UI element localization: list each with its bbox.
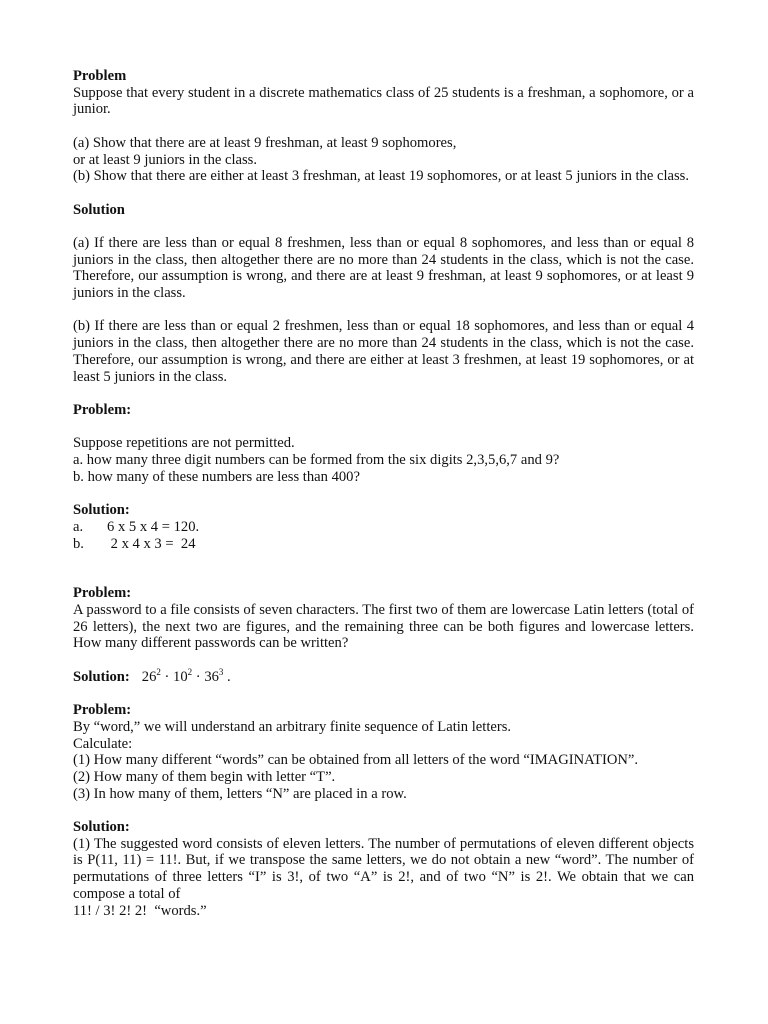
problem-3-statement: A password to a file consists of seven characters. The first two of them are lowercase Latin letters (total of 26 letters), the next two are figures, and the remaining three can be both figures and lowercase letters. How many different passwords can be written? [73,601,694,652]
list-text: 6 x 5 x 4 = 120. [107,518,200,535]
solution-3-line [73,666,694,686]
solution-4-result: 11! / 3! 2! 2! “words.” [73,902,207,919]
formula-exp-1: 2 [156,666,161,677]
solution-2-item-b [73,536,694,553]
solution-1-part-a: (a) If there are less than or equal 8 freshmen, less than or equal 8 sophomores, and less than or equal 8 juniors in the class, then altogether there are no more than 24 students in the class, which is not the case. Therefore, our assumption is wrong, and there are at least 9 freshman, at least 9 sophomores, or at least 9 juniors in the class. [73,234,694,302]
problem-4-question-2: (2) How many of them begin with letter “T”. [73,768,336,785]
problem-4-heading: Problem: [73,702,132,719]
problem-1-part-b: (b) Show that there are either at least 3 freshman, at least 19 sophomores, or at least 5 juniors in the class. [73,168,690,185]
problem-4-line-1: By “word,” we will understand an arbitrary finite sequence of Latin letters. [73,718,512,735]
list-marker: a. [73,518,84,535]
problem-4-question-1: (1) How many different “words” can be obtained from all letters of the word “IMAGINATION”. [73,752,639,769]
solution-4-heading: Solution: [73,819,130,836]
problem-4-question-3: (3) In how many of them, letters “N” are placed in a row. [73,785,407,802]
solution-1-part-b: (b) If there are less than or equal 2 freshmen, less than or equal 18 sophomores, and less than or equal 4 juniors in the class, then altogether there are no more than 24 students in the class, which is not the case. Therefore, our assumption is wrong, and there are either at least 3 freshmen, at least 19 sophomores, or at least 5 juniors in the class. [73,318,694,385]
problem-2-heading: Problem: [73,401,132,418]
problem-1-statement: Suppose that every student in a discrete mathematics class of 25 students is a freshman, a sophomore, or a junior. [73,84,694,118]
document-page [73,68,694,919]
solution-3-heading: Solution: [73,668,130,685]
solution-4-part-1: (1) The suggested word consists of eleven letters. The number of permutations of eleven different objects is P(11, 11) = 11!. But, if we transpose the same letters, we do not obtain a new “word”. The number of permutations of three letters “I” is 3!, of two “A” is 2!, and of two “N” is 2!. We obtain that we can compose a total of [73,835,694,902]
problem-4-line-2: Calculate: [73,735,133,752]
formula-dot: · [192,668,205,685]
problem-2-intro: Suppose repetitions are not permitted. [73,435,295,452]
formula-dot: · [160,668,174,685]
problem-2-question-a: a. how many three digit numbers can be formed from the six digits 2,3,5,6,7 and 9? [73,452,560,469]
formula-base-1: 26 [141,668,157,685]
formula-exp-3: 3 [218,666,224,677]
problem-3-heading: Problem: [73,585,132,602]
problem-2-question-b: b. how many of these numbers are less than 400? [73,468,360,485]
list-text: 2 x 4 x 3 = 24 [107,535,196,552]
formula-base-3: 36 [204,668,219,685]
problem-1-part-a-line1: (a) Show that there are at least 9 freshman, at least 9 sophomores, [73,134,457,151]
formula-base-2: 10 [173,668,188,685]
formula-exp-2: 2 [187,666,193,677]
formula-end: . [223,668,231,685]
solution-2-heading: Solution: [73,502,130,519]
problem-1-part-a-line2: or at least 9 juniors in the class. [73,151,258,168]
problem-1-heading: Problem [73,68,127,84]
list-marker: b. [73,535,84,552]
solution-1-heading: Solution [73,201,125,218]
solution-2-item-a [73,519,694,536]
